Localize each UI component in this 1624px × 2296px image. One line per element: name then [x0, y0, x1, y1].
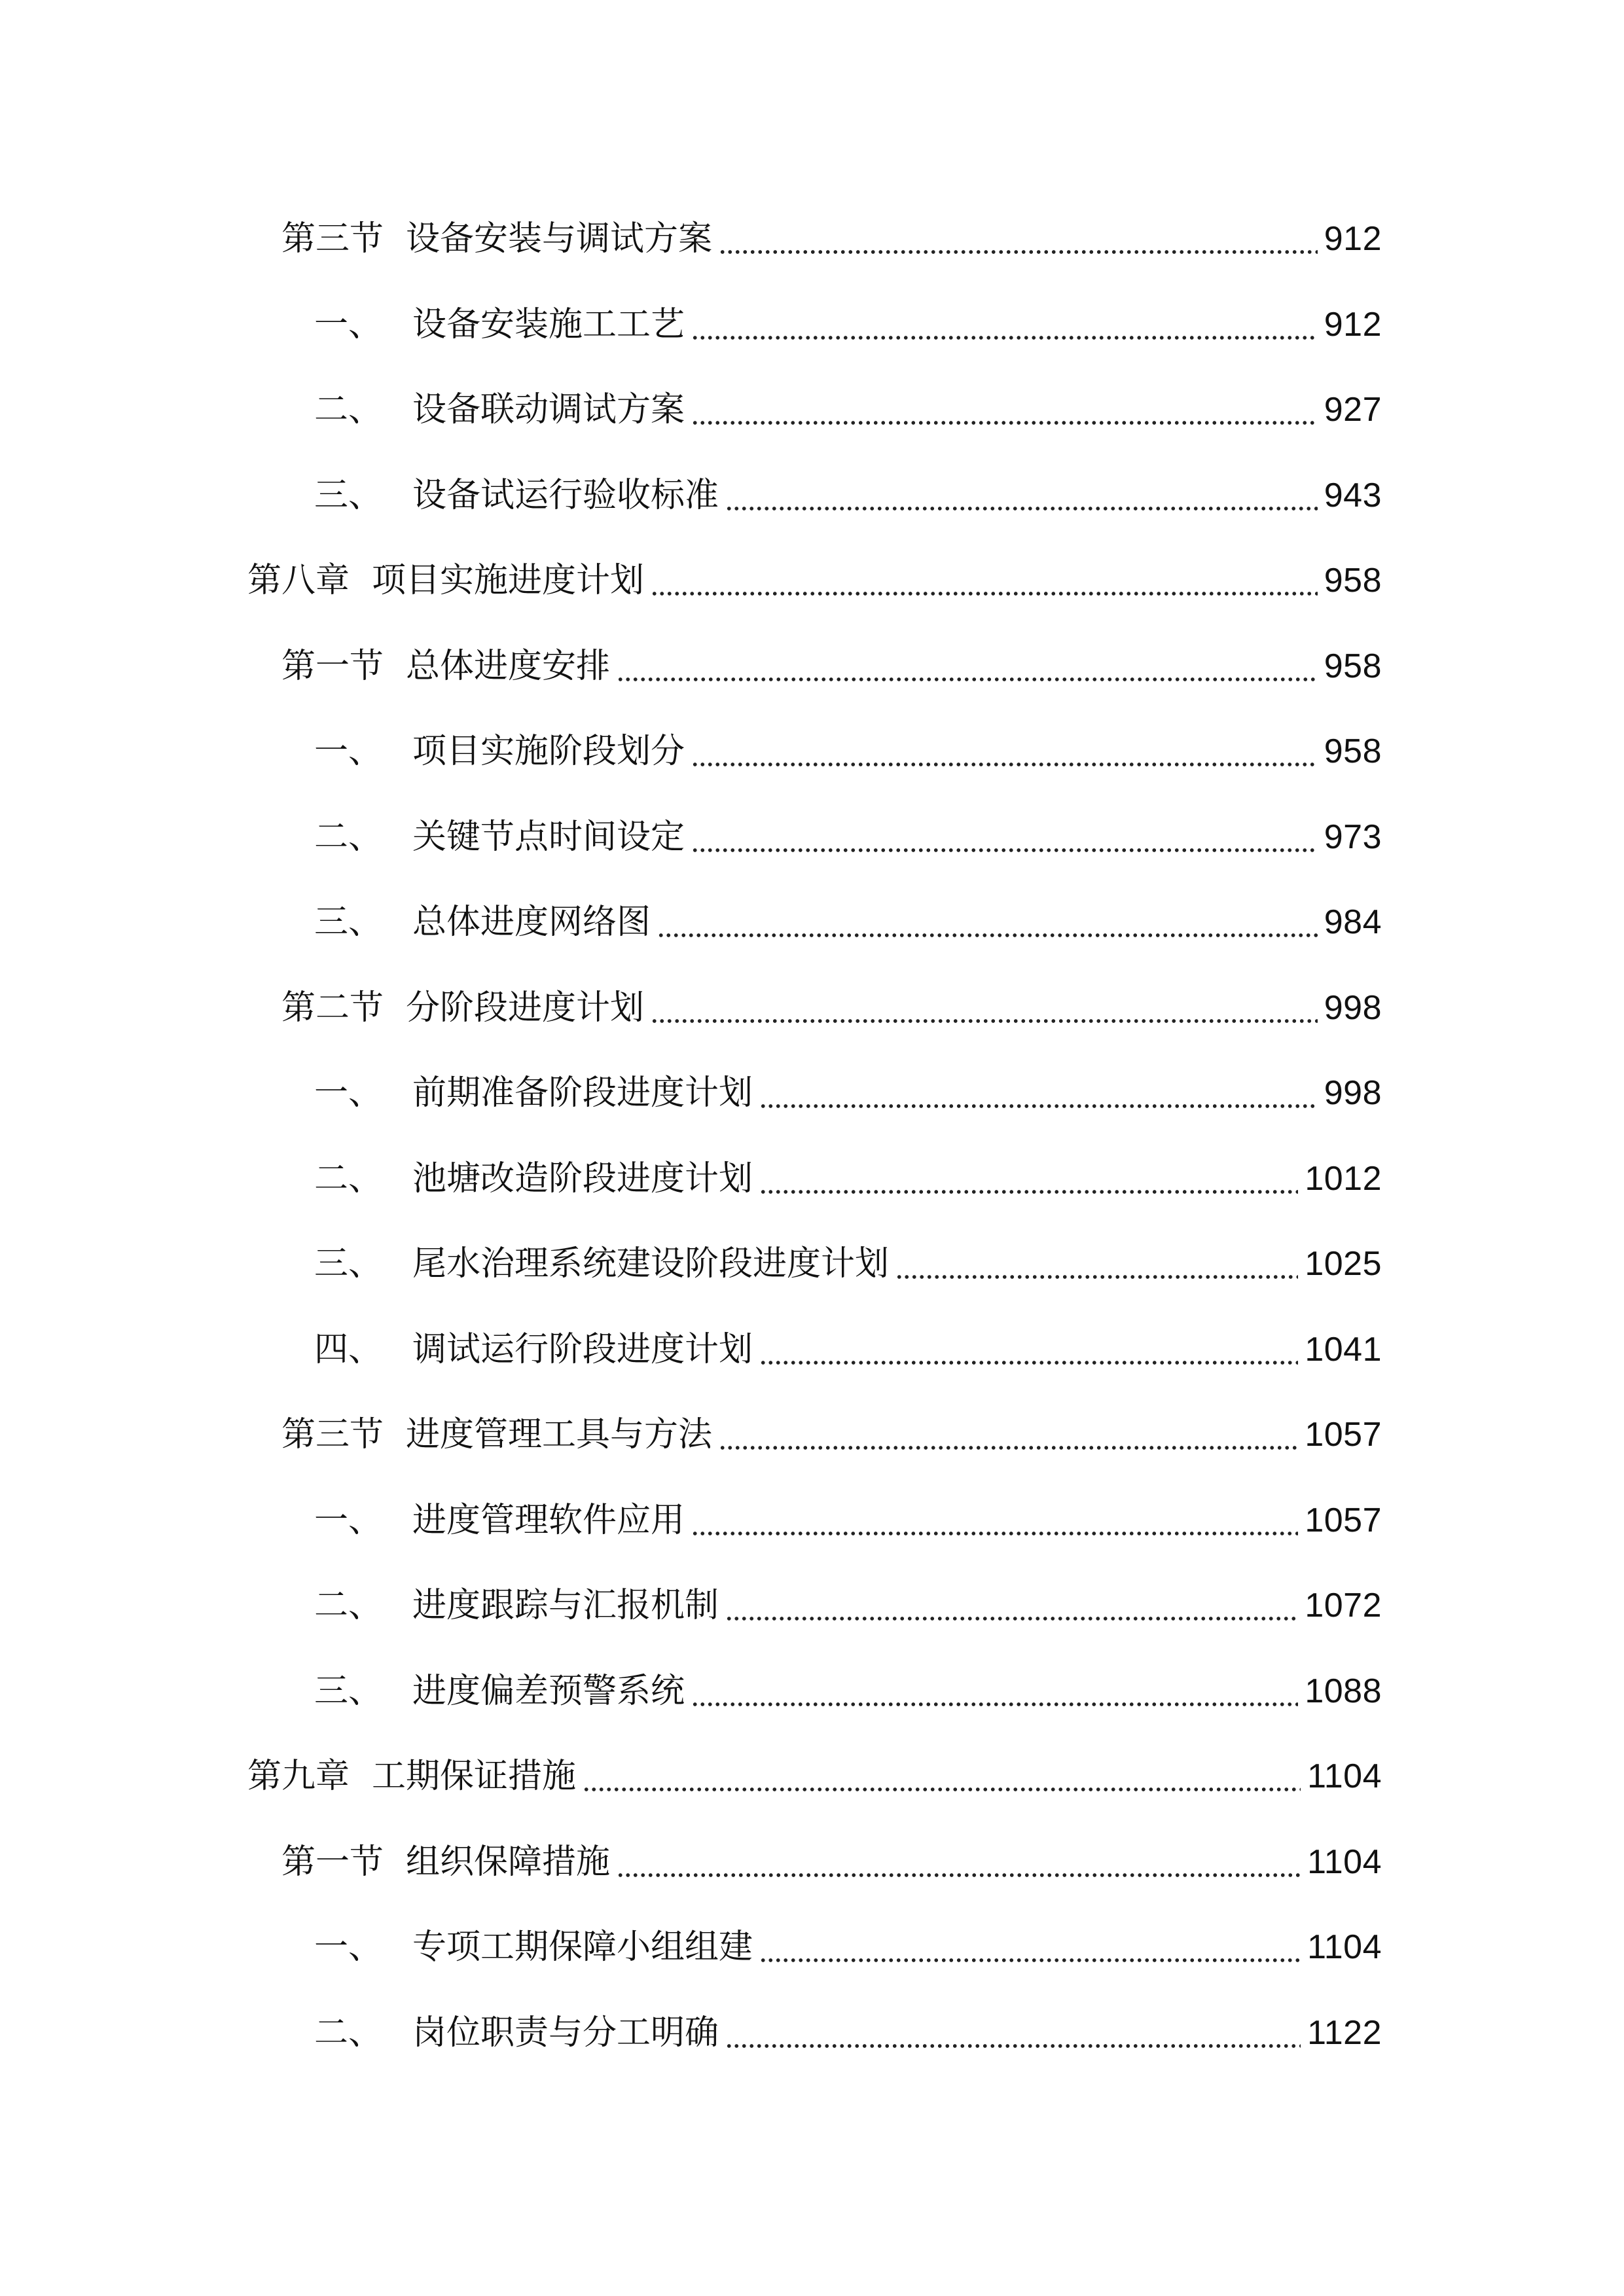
entry-number: 第三节: [281, 219, 384, 259]
entry-page-number: 998: [1324, 1074, 1382, 1112]
entry-page-number: 1057: [1305, 1416, 1382, 1454]
toc-entry[interactable]: [0, 809, 1624, 895]
entry-title: 设备试运行验收标准: [412, 475, 719, 515]
entry-number: 一、: [314, 304, 383, 344]
entry-page-number: 1057: [1305, 1501, 1382, 1539]
entry-title: 工期保证措施: [372, 1757, 577, 1796]
entry-title: 进度管理工具与方法: [406, 1415, 713, 1454]
entry-title: 进度跟踪与汇报机制: [412, 1586, 719, 1625]
dot-leader: [719, 250, 1318, 254]
toc-entry[interactable]: [0, 296, 1624, 382]
entry-title: 分阶段进度计划: [406, 988, 645, 1028]
entry-title: 调试运行阶段进度计划: [412, 1329, 753, 1369]
dot-leader: [691, 421, 1318, 425]
dot-leader: [617, 1873, 1301, 1877]
entry-title: 项目实施阶段划分: [412, 732, 685, 771]
entry-title: 关键节点时间设定: [412, 817, 685, 857]
dot-leader: [617, 677, 1318, 681]
dot-leader: [691, 1702, 1298, 1706]
toc-entry[interactable]: [0, 552, 1624, 638]
entry-title: 进度偏差预警系统: [412, 1671, 685, 1711]
entry-number: 三、: [314, 1244, 383, 1283]
entry-title: 组织保障措施: [406, 1842, 611, 1882]
dot-leader: [725, 2044, 1301, 2048]
toc-entry[interactable]: [0, 211, 1624, 296]
entry-page-number: 1104: [1307, 1842, 1382, 1881]
entry-number: 第一节: [281, 646, 384, 686]
entry-page-number: 1104: [1307, 1757, 1382, 1795]
entry-title: 总体进度网络图: [412, 903, 651, 942]
entry-title: 设备安装与调试方案: [406, 219, 713, 259]
dot-leader: [895, 1275, 1298, 1279]
entry-title: 前期准备阶段进度计划: [412, 1073, 753, 1113]
entry-title: 设备联动调试方案: [412, 390, 685, 429]
dot-leader: [651, 1019, 1318, 1023]
entry-number: 三、: [314, 1671, 383, 1711]
entry-page-number: 912: [1324, 305, 1382, 344]
dot-leader: [725, 1617, 1298, 1621]
toc-entry[interactable]: [0, 1236, 1624, 1321]
entry-title: 池塘改造阶段进度计划: [412, 1158, 753, 1198]
entry-page-number: 958: [1324, 647, 1382, 685]
dot-leader: [759, 1104, 1318, 1108]
entry-page-number: 958: [1324, 732, 1382, 770]
entry-number: 一、: [314, 1928, 383, 1967]
toc-entry[interactable]: [0, 2005, 1624, 2090]
toc-entry[interactable]: [0, 1492, 1624, 1578]
entry-number: 三、: [314, 903, 383, 942]
entry-number: 第二节: [281, 988, 384, 1028]
entry-page-number: 1088: [1305, 1672, 1382, 1710]
entry-number: 第一节: [281, 1842, 384, 1882]
entry-number: 三、: [314, 475, 383, 515]
toc-entry[interactable]: [0, 1919, 1624, 2005]
entry-number: 第九章: [247, 1757, 350, 1796]
entry-page-number: 1041: [1305, 1330, 1382, 1369]
entry-page-number: 1072: [1305, 1587, 1382, 1624]
dot-leader: [725, 507, 1318, 511]
dot-leader: [583, 1787, 1301, 1791]
toc-entry[interactable]: [0, 1834, 1624, 1920]
dot-leader: [691, 1532, 1298, 1535]
entry-title: 岗位职责与分工明确: [412, 2013, 719, 2053]
toc-entry[interactable]: [0, 1065, 1624, 1151]
entry-number: 第三节: [281, 1415, 384, 1454]
entry-title: 总体进度安排: [406, 646, 611, 686]
toc-entry[interactable]: [0, 638, 1624, 724]
toc-entry[interactable]: [0, 1748, 1624, 1834]
entry-number: 四、: [314, 1329, 383, 1369]
entry-page-number: 984: [1324, 903, 1382, 941]
entry-page-number: 1025: [1305, 1245, 1382, 1283]
toc-entry[interactable]: [0, 382, 1624, 467]
entry-number: 二、: [314, 390, 383, 429]
dot-leader: [651, 592, 1318, 596]
entry-number: 二、: [314, 1586, 383, 1625]
toc-entry[interactable]: [0, 1407, 1624, 1492]
toc-entry[interactable]: [0, 1151, 1624, 1236]
toc-entry[interactable]: [0, 980, 1624, 1066]
entry-page-number: 1012: [1305, 1159, 1382, 1198]
entry-title: 设备安装施工工艺: [412, 304, 685, 344]
toc-entry[interactable]: [0, 1663, 1624, 1749]
dot-leader: [691, 848, 1318, 852]
toc-entry[interactable]: [0, 894, 1624, 980]
entry-title: 尾水治理系统建设阶段进度计划: [412, 1244, 890, 1283]
entry-page-number: 998: [1324, 988, 1382, 1027]
toc-entry[interactable]: [0, 1321, 1624, 1407]
entry-number: 第八章: [247, 561, 350, 600]
entry-number: 二、: [314, 817, 383, 857]
dot-leader: [657, 933, 1318, 937]
entry-page-number: 927: [1324, 391, 1382, 429]
entry-number: 一、: [314, 732, 383, 771]
entry-number: 二、: [314, 1158, 383, 1198]
entry-page-number: 958: [1324, 562, 1382, 600]
toc-entry[interactable]: [0, 467, 1624, 553]
entry-page-number: 912: [1324, 220, 1382, 258]
toc-entry[interactable]: [0, 723, 1624, 809]
dot-leader: [759, 1190, 1298, 1194]
dot-leader: [691, 336, 1318, 340]
entry-number: 一、: [314, 1073, 383, 1113]
entry-page-number: 973: [1324, 817, 1382, 856]
dot-leader: [691, 762, 1318, 766]
table-of-contents: [0, 211, 1624, 2090]
dot-leader: [719, 1446, 1298, 1450]
entry-title: 专项工期保障小组组建: [412, 1928, 753, 1967]
dot-leader: [759, 1361, 1298, 1365]
toc-entry[interactable]: [0, 1577, 1624, 1663]
entry-title: 项目实施进度计划: [372, 561, 645, 600]
dot-leader: [759, 1958, 1301, 1962]
entry-page-number: 1104: [1307, 1928, 1382, 1966]
entry-number: 一、: [314, 1500, 383, 1540]
entry-page-number: 1122: [1307, 2013, 1382, 2052]
entry-number: 二、: [314, 2013, 383, 2053]
entry-page-number: 943: [1324, 476, 1382, 514]
entry-title: 进度管理软件应用: [412, 1500, 685, 1540]
